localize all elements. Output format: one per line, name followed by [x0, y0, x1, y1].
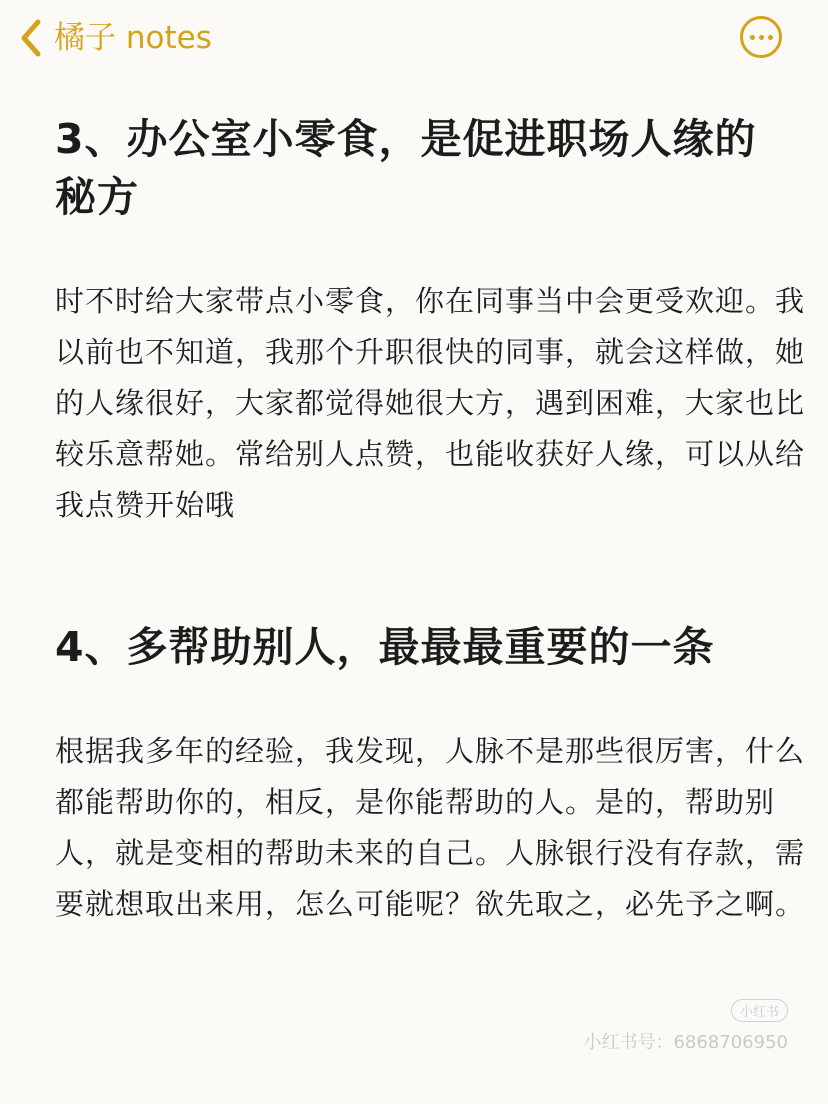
back-button[interactable] [18, 14, 212, 62]
more-icon [750, 35, 755, 40]
section-body: 根据我多年的经验，我发现，人脉不是那些很厉害，什么都能帮助你的，相反，是你能帮助的人。是的，帮助别人，就是变相的帮助未来的自己。人脉银行没有存款，需要就想取出来用，怎么可能呢？欲先取之，必先予之啊。 [55, 734, 806, 921]
navigation-bar [0, 0, 828, 80]
watermark [583, 999, 788, 1054]
chevron-left-icon [18, 18, 44, 58]
section-body: 时不时给大家带点小零食，你在同事当中会更受欢迎。我以前也不知道，我那个升职很快的同事，就会这样做，她的人缘很好，大家都觉得她很大方，遇到困难，大家也比较乐意帮她。常给别人点赞，也能收获好人缘，可以从给我点赞开始哦 [55, 284, 806, 522]
watermark-text: 小红书号：6868706950 [583, 1032, 788, 1053]
section-heading: 3、办公室小零食，是促进职场人缘的秘方 [55, 115, 757, 221]
more-button[interactable] [740, 16, 782, 58]
section-heading: 4、多帮助别人，最最最重要的一条 [55, 623, 715, 671]
back-label: 橘子 notes [54, 20, 212, 56]
watermark-logo: 小红书 [731, 999, 788, 1022]
